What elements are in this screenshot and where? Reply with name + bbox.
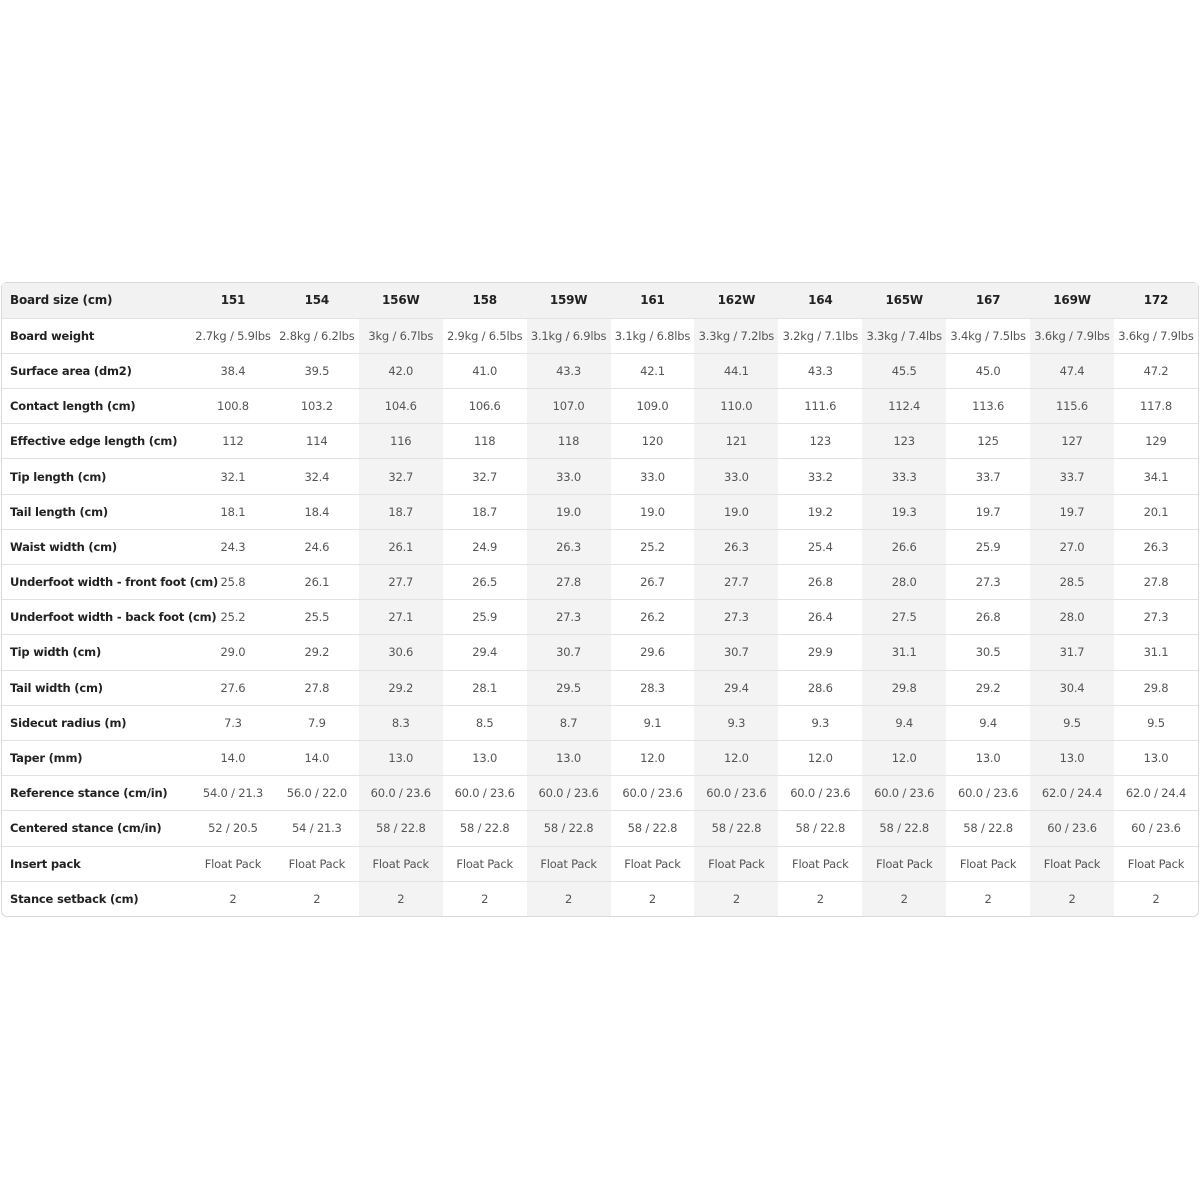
table-cell: 113.6 <box>946 389 1030 424</box>
table-row <box>2 670 1198 705</box>
table-cell: 13.0 <box>359 740 443 775</box>
row-label: Reference stance (cm/in) <box>2 776 191 811</box>
row-label: Tip width (cm) <box>2 635 191 670</box>
table-cell: 60.0 / 23.6 <box>611 776 695 811</box>
table-cell: 60.0 / 23.6 <box>778 776 862 811</box>
table-cell: 19.3 <box>862 494 946 529</box>
size-header: 167 <box>946 283 1030 318</box>
table-row <box>2 846 1198 881</box>
table-cell: 30.7 <box>527 635 611 670</box>
table-cell: 118 <box>443 424 527 459</box>
table-cell: 39.5 <box>275 353 359 388</box>
table-cell: 33.2 <box>778 459 862 494</box>
row-label: Board weight <box>2 318 191 353</box>
table-cell: 60.0 / 23.6 <box>527 776 611 811</box>
table-cell: 18.7 <box>359 494 443 529</box>
table-cell: 58 / 22.8 <box>778 811 862 846</box>
table-cell: 3.6kg / 7.9lbs <box>1030 318 1114 353</box>
table-cell: 27.7 <box>694 565 778 600</box>
row-label: Contact length (cm) <box>2 389 191 424</box>
table-row <box>2 318 1198 353</box>
table-row <box>2 459 1198 494</box>
table-row <box>2 635 1198 670</box>
table-cell: 3.6kg / 7.9lbs <box>1114 318 1198 353</box>
table-row <box>2 389 1198 424</box>
table-cell: 103.2 <box>275 389 359 424</box>
table-row <box>2 529 1198 564</box>
table-cell: 13.0 <box>946 740 1030 775</box>
table-cell: Float Pack <box>1114 846 1198 881</box>
table-cell: 33.0 <box>694 459 778 494</box>
table-cell: 62.0 / 24.4 <box>1030 776 1114 811</box>
row-label: Tip length (cm) <box>2 459 191 494</box>
table-cell: 19.0 <box>611 494 695 529</box>
table-cell: 27.5 <box>862 600 946 635</box>
table-cell: 24.9 <box>443 529 527 564</box>
table-cell: 29.2 <box>275 635 359 670</box>
table-cell: 56.0 / 22.0 <box>275 776 359 811</box>
table-cell: 120 <box>611 424 695 459</box>
table-cell: 34.1 <box>1114 459 1198 494</box>
table-cell: Float Pack <box>359 846 443 881</box>
table-cell: 2 <box>229 892 237 907</box>
size-header: 169W <box>1030 283 1114 318</box>
row-label: Sidecut radius (m) <box>2 705 191 740</box>
table-cell: Float Pack <box>862 846 946 881</box>
table-cell: 27.3 <box>527 600 611 635</box>
table-cell: 3.3kg / 7.2lbs <box>694 318 778 353</box>
table-cell: 26.4 <box>778 600 862 635</box>
table-row <box>2 811 1198 846</box>
table-row <box>2 424 1198 459</box>
table-cell: 28.5 <box>1030 565 1114 600</box>
table-cell: 125 <box>946 424 1030 459</box>
table-cell: Float Pack <box>527 846 611 881</box>
table-cell: 33.3 <box>862 459 946 494</box>
table-cell: 3.3kg / 7.4lbs <box>862 318 946 353</box>
table-cell: Float Pack <box>946 846 1030 881</box>
row-label: Tail length (cm) <box>2 494 191 529</box>
table-cell: 24.3 <box>191 529 275 564</box>
table-cell: 121 <box>694 424 778 459</box>
table-cell: 9.5 <box>1030 705 1114 740</box>
table-cell: 60.0 / 23.6 <box>694 776 778 811</box>
table-cell: 60 / 23.6 <box>1114 811 1198 846</box>
row-label: Underfoot width - front foot (cm) <box>2 565 191 600</box>
table-cell: 2 <box>527 881 611 916</box>
table-cell: 32.4 <box>275 459 359 494</box>
table-cell: 33.0 <box>611 459 695 494</box>
table-cell: Float Pack <box>191 846 275 881</box>
table-cell: 2 <box>481 892 489 907</box>
table-cell: 19.7 <box>946 494 1030 529</box>
table-cell: 25.2 <box>611 529 695 564</box>
table-cell: 58 / 22.8 <box>862 811 946 846</box>
table-cell: 26.3 <box>1114 529 1198 564</box>
table-cell: 47.4 <box>1030 353 1114 388</box>
table-cell: 129 <box>1114 424 1198 459</box>
table-row <box>2 705 1198 740</box>
table-cell: 26.1 <box>275 565 359 600</box>
table-cell: 27.6 <box>191 670 275 705</box>
table-cell: Float Pack <box>611 846 695 881</box>
table-cell: 28.3 <box>611 670 695 705</box>
table-cell: 9.1 <box>611 705 695 740</box>
table-row <box>2 353 1198 388</box>
table-cell: 9.4 <box>946 705 1030 740</box>
table-cell: 2 <box>1030 881 1114 916</box>
table-cell: 62.0 / 24.4 <box>1114 776 1198 811</box>
table-cell: 27.8 <box>527 565 611 600</box>
table-cell: 29.6 <box>611 635 695 670</box>
table-cell: 19.7 <box>1030 494 1114 529</box>
row-label: Stance setback (cm) <box>10 892 139 907</box>
size-header: 151 <box>191 283 275 318</box>
size-header: 156W <box>359 283 443 318</box>
table-cell: 18.1 <box>191 494 275 529</box>
table-cell: 60.0 / 23.6 <box>862 776 946 811</box>
table-cell: 20.1 <box>1114 494 1198 529</box>
table-cell: 45.5 <box>862 353 946 388</box>
table-cell: 45.0 <box>946 353 1030 388</box>
row-label: Surface area (dm2) <box>2 353 191 388</box>
table-cell: 25.9 <box>946 529 1030 564</box>
size-header: 154 <box>275 283 359 318</box>
table-cell: 9.3 <box>778 705 862 740</box>
table-cell: 42.0 <box>359 353 443 388</box>
table-row <box>2 776 1198 811</box>
table-cell: 43.3 <box>778 353 862 388</box>
table-cell: 47.2 <box>1114 353 1198 388</box>
table-cell: 19.0 <box>527 494 611 529</box>
table-cell: 52 / 20.5 <box>191 811 275 846</box>
table-cell: 41.0 <box>443 353 527 388</box>
table-cell: 60 / 23.6 <box>1030 811 1114 846</box>
table-cell: 3.1kg / 6.9lbs <box>527 318 611 353</box>
board-specs-table <box>2 283 1198 916</box>
table-cell: 109.0 <box>611 389 695 424</box>
size-header: 164 <box>778 283 862 318</box>
table-cell: 31.7 <box>1030 635 1114 670</box>
table-cell: 25.9 <box>443 600 527 635</box>
table-cell: 27.7 <box>359 565 443 600</box>
row-label: Centered stance (cm/in) <box>2 811 191 846</box>
table-cell: 112.4 <box>862 389 946 424</box>
table-cell: 117.8 <box>1114 389 1198 424</box>
table-cell: 19.2 <box>778 494 862 529</box>
table-cell: 28.6 <box>778 670 862 705</box>
table-cell: 30.4 <box>1030 670 1114 705</box>
table-cell: 7.3 <box>191 705 275 740</box>
table-cell: 3.4kg / 7.5lbs <box>946 318 1030 353</box>
table-cell: 44.1 <box>694 353 778 388</box>
table-cell: 32.7 <box>443 459 527 494</box>
table-cell: 33.7 <box>946 459 1030 494</box>
table-cell: 114 <box>275 424 359 459</box>
table-cell: Float Pack <box>778 846 862 881</box>
table-cell: 19.0 <box>694 494 778 529</box>
table-cell: 2 <box>359 881 443 916</box>
table-cell: 8.7 <box>527 705 611 740</box>
table-cell: 25.4 <box>778 529 862 564</box>
table-cell: 58 / 22.8 <box>694 811 778 846</box>
table-cell: Float Pack <box>275 846 359 881</box>
table-cell: 2 <box>1152 892 1160 907</box>
table-cell: Float Pack <box>694 846 778 881</box>
size-header: 162W <box>694 283 778 318</box>
table-cell: 58 / 22.8 <box>443 811 527 846</box>
table-cell: 3.1kg / 6.8lbs <box>611 318 695 353</box>
table-cell: 54 / 21.3 <box>275 811 359 846</box>
table-cell: 123 <box>862 424 946 459</box>
size-header: 161 <box>611 283 695 318</box>
table-cell: 24.6 <box>275 529 359 564</box>
table-cell: 100.8 <box>191 389 275 424</box>
table-cell: 43.3 <box>527 353 611 388</box>
table-cell: 27.3 <box>946 565 1030 600</box>
table-cell: 29.4 <box>694 670 778 705</box>
table-cell: 12.0 <box>862 740 946 775</box>
table-cell: 26.3 <box>527 529 611 564</box>
table-cell: 2 <box>862 881 946 916</box>
table-cell: 29.4 <box>443 635 527 670</box>
table-cell: Float Pack <box>443 846 527 881</box>
table-cell: 58 / 22.8 <box>611 811 695 846</box>
header-label: Board size (cm) <box>2 283 191 318</box>
table-cell: 2.7kg / 5.9lbs <box>191 318 275 353</box>
table-cell: 3kg / 6.7lbs <box>359 318 443 353</box>
table-cell: 29.8 <box>862 670 946 705</box>
table-cell: 26.7 <box>611 565 695 600</box>
table-cell: 31.1 <box>1114 635 1198 670</box>
table-cell: 13.0 <box>527 740 611 775</box>
table-cell: 26.2 <box>611 600 695 635</box>
table-cell: 60.0 / 23.6 <box>946 776 1030 811</box>
table-cell: 26.8 <box>946 600 1030 635</box>
table-cell: 29.5 <box>527 670 611 705</box>
table-cell: 13.0 <box>443 740 527 775</box>
table-cell: 118 <box>527 424 611 459</box>
table-cell: 32.7 <box>359 459 443 494</box>
specs-table-container <box>1 282 1199 917</box>
table-cell: 29.0 <box>191 635 275 670</box>
size-header: 158 <box>443 283 527 318</box>
table-cell: 26.1 <box>359 529 443 564</box>
table-cell: 58 / 22.8 <box>527 811 611 846</box>
table-cell: 25.8 <box>191 565 275 600</box>
table-cell: 31.1 <box>862 635 946 670</box>
table-cell: 60.0 / 23.6 <box>359 776 443 811</box>
table-cell: 112 <box>191 424 275 459</box>
table-cell: 18.7 <box>443 494 527 529</box>
table-cell: 3.2kg / 7.1lbs <box>778 318 862 353</box>
table-cell: 8.3 <box>359 705 443 740</box>
table-cell: 60.0 / 23.6 <box>443 776 527 811</box>
table-cell: 27.8 <box>275 670 359 705</box>
table-cell: 8.5 <box>443 705 527 740</box>
table-cell: 110.0 <box>694 389 778 424</box>
row-label: Taper (mm) <box>2 740 191 775</box>
table-header-row <box>2 283 1198 318</box>
table-cell: 12.0 <box>694 740 778 775</box>
table-cell: 25.5 <box>275 600 359 635</box>
table-cell: 2 <box>648 892 657 907</box>
size-header: 165W <box>862 283 946 318</box>
table-cell: 27.8 <box>1114 565 1198 600</box>
table-cell: 107.0 <box>527 389 611 424</box>
table-cell: 26.5 <box>443 565 527 600</box>
table-cell: 29.2 <box>359 670 443 705</box>
table-cell: 9.3 <box>694 705 778 740</box>
table-cell: 54.0 / 21.3 <box>191 776 275 811</box>
table-cell: 58 / 22.8 <box>946 811 1030 846</box>
table-cell: 26.8 <box>778 565 862 600</box>
table-cell: 14.0 <box>191 740 275 775</box>
table-cell: 123 <box>778 424 862 459</box>
table-cell: 106.6 <box>443 389 527 424</box>
table-cell: 2.9kg / 6.5lbs <box>443 318 527 353</box>
table-cell: 42.1 <box>611 353 695 388</box>
table-cell: 18.4 <box>275 494 359 529</box>
table-cell: 30.7 <box>694 635 778 670</box>
table-cell: 30.6 <box>359 635 443 670</box>
row-label: Waist width (cm) <box>2 529 191 564</box>
table-cell: 2 <box>694 881 778 916</box>
table-cell: 26.6 <box>862 529 946 564</box>
table-cell: 104.6 <box>359 389 443 424</box>
table-cell: 13.0 <box>1030 740 1114 775</box>
table-cell: 2.8kg / 6.2lbs <box>275 318 359 353</box>
table-cell: 28.0 <box>1030 600 1114 635</box>
table-cell: 33.7 <box>1030 459 1114 494</box>
table-cell: 115.6 <box>1030 389 1114 424</box>
table-cell: 33.0 <box>527 459 611 494</box>
table-cell: 28.0 <box>862 565 946 600</box>
table-cell: 116 <box>359 424 443 459</box>
row-label: Effective edge length (cm) <box>2 424 191 459</box>
table-cell: 25.2 <box>191 600 275 635</box>
table-cell: 9.4 <box>862 705 946 740</box>
specs-table-body <box>2 283 1198 916</box>
table-cell: 29.8 <box>1114 670 1198 705</box>
table-cell: 14.0 <box>275 740 359 775</box>
table-cell: 32.1 <box>191 459 275 494</box>
table-cell: 26.3 <box>694 529 778 564</box>
table-cell: 27.3 <box>694 600 778 635</box>
table-cell: 127 <box>1030 424 1114 459</box>
table-cell: 30.5 <box>946 635 1030 670</box>
table-cell: 27.1 <box>359 600 443 635</box>
table-cell: 12.0 <box>778 740 862 775</box>
table-cell: 27.3 <box>1114 600 1198 635</box>
size-header: 159W <box>527 283 611 318</box>
table-cell: 29.9 <box>778 635 862 670</box>
row-label: Underfoot width - back foot (cm) <box>2 600 191 635</box>
table-cell: 38.4 <box>191 353 275 388</box>
table-row <box>2 740 1198 775</box>
table-cell: 2 <box>984 892 992 907</box>
table-cell: 2 <box>816 892 824 907</box>
table-cell: 111.6 <box>778 389 862 424</box>
table-cell: 9.5 <box>1114 705 1198 740</box>
table-row <box>2 494 1198 529</box>
table-row <box>2 881 1198 916</box>
table-row <box>2 565 1198 600</box>
table-cell: 28.1 <box>443 670 527 705</box>
row-label: Tail width (cm) <box>2 670 191 705</box>
table-cell: 13.0 <box>1114 740 1198 775</box>
size-header: 172 <box>1114 283 1198 318</box>
table-cell: 58 / 22.8 <box>359 811 443 846</box>
row-label: Insert pack <box>2 846 191 881</box>
table-cell: Float Pack <box>1030 846 1114 881</box>
table-row <box>2 600 1198 635</box>
table-cell: 2 <box>313 892 321 907</box>
table-cell: 27.0 <box>1030 529 1114 564</box>
table-cell: 7.9 <box>275 705 359 740</box>
table-cell: 12.0 <box>611 740 695 775</box>
table-cell: 29.2 <box>946 670 1030 705</box>
